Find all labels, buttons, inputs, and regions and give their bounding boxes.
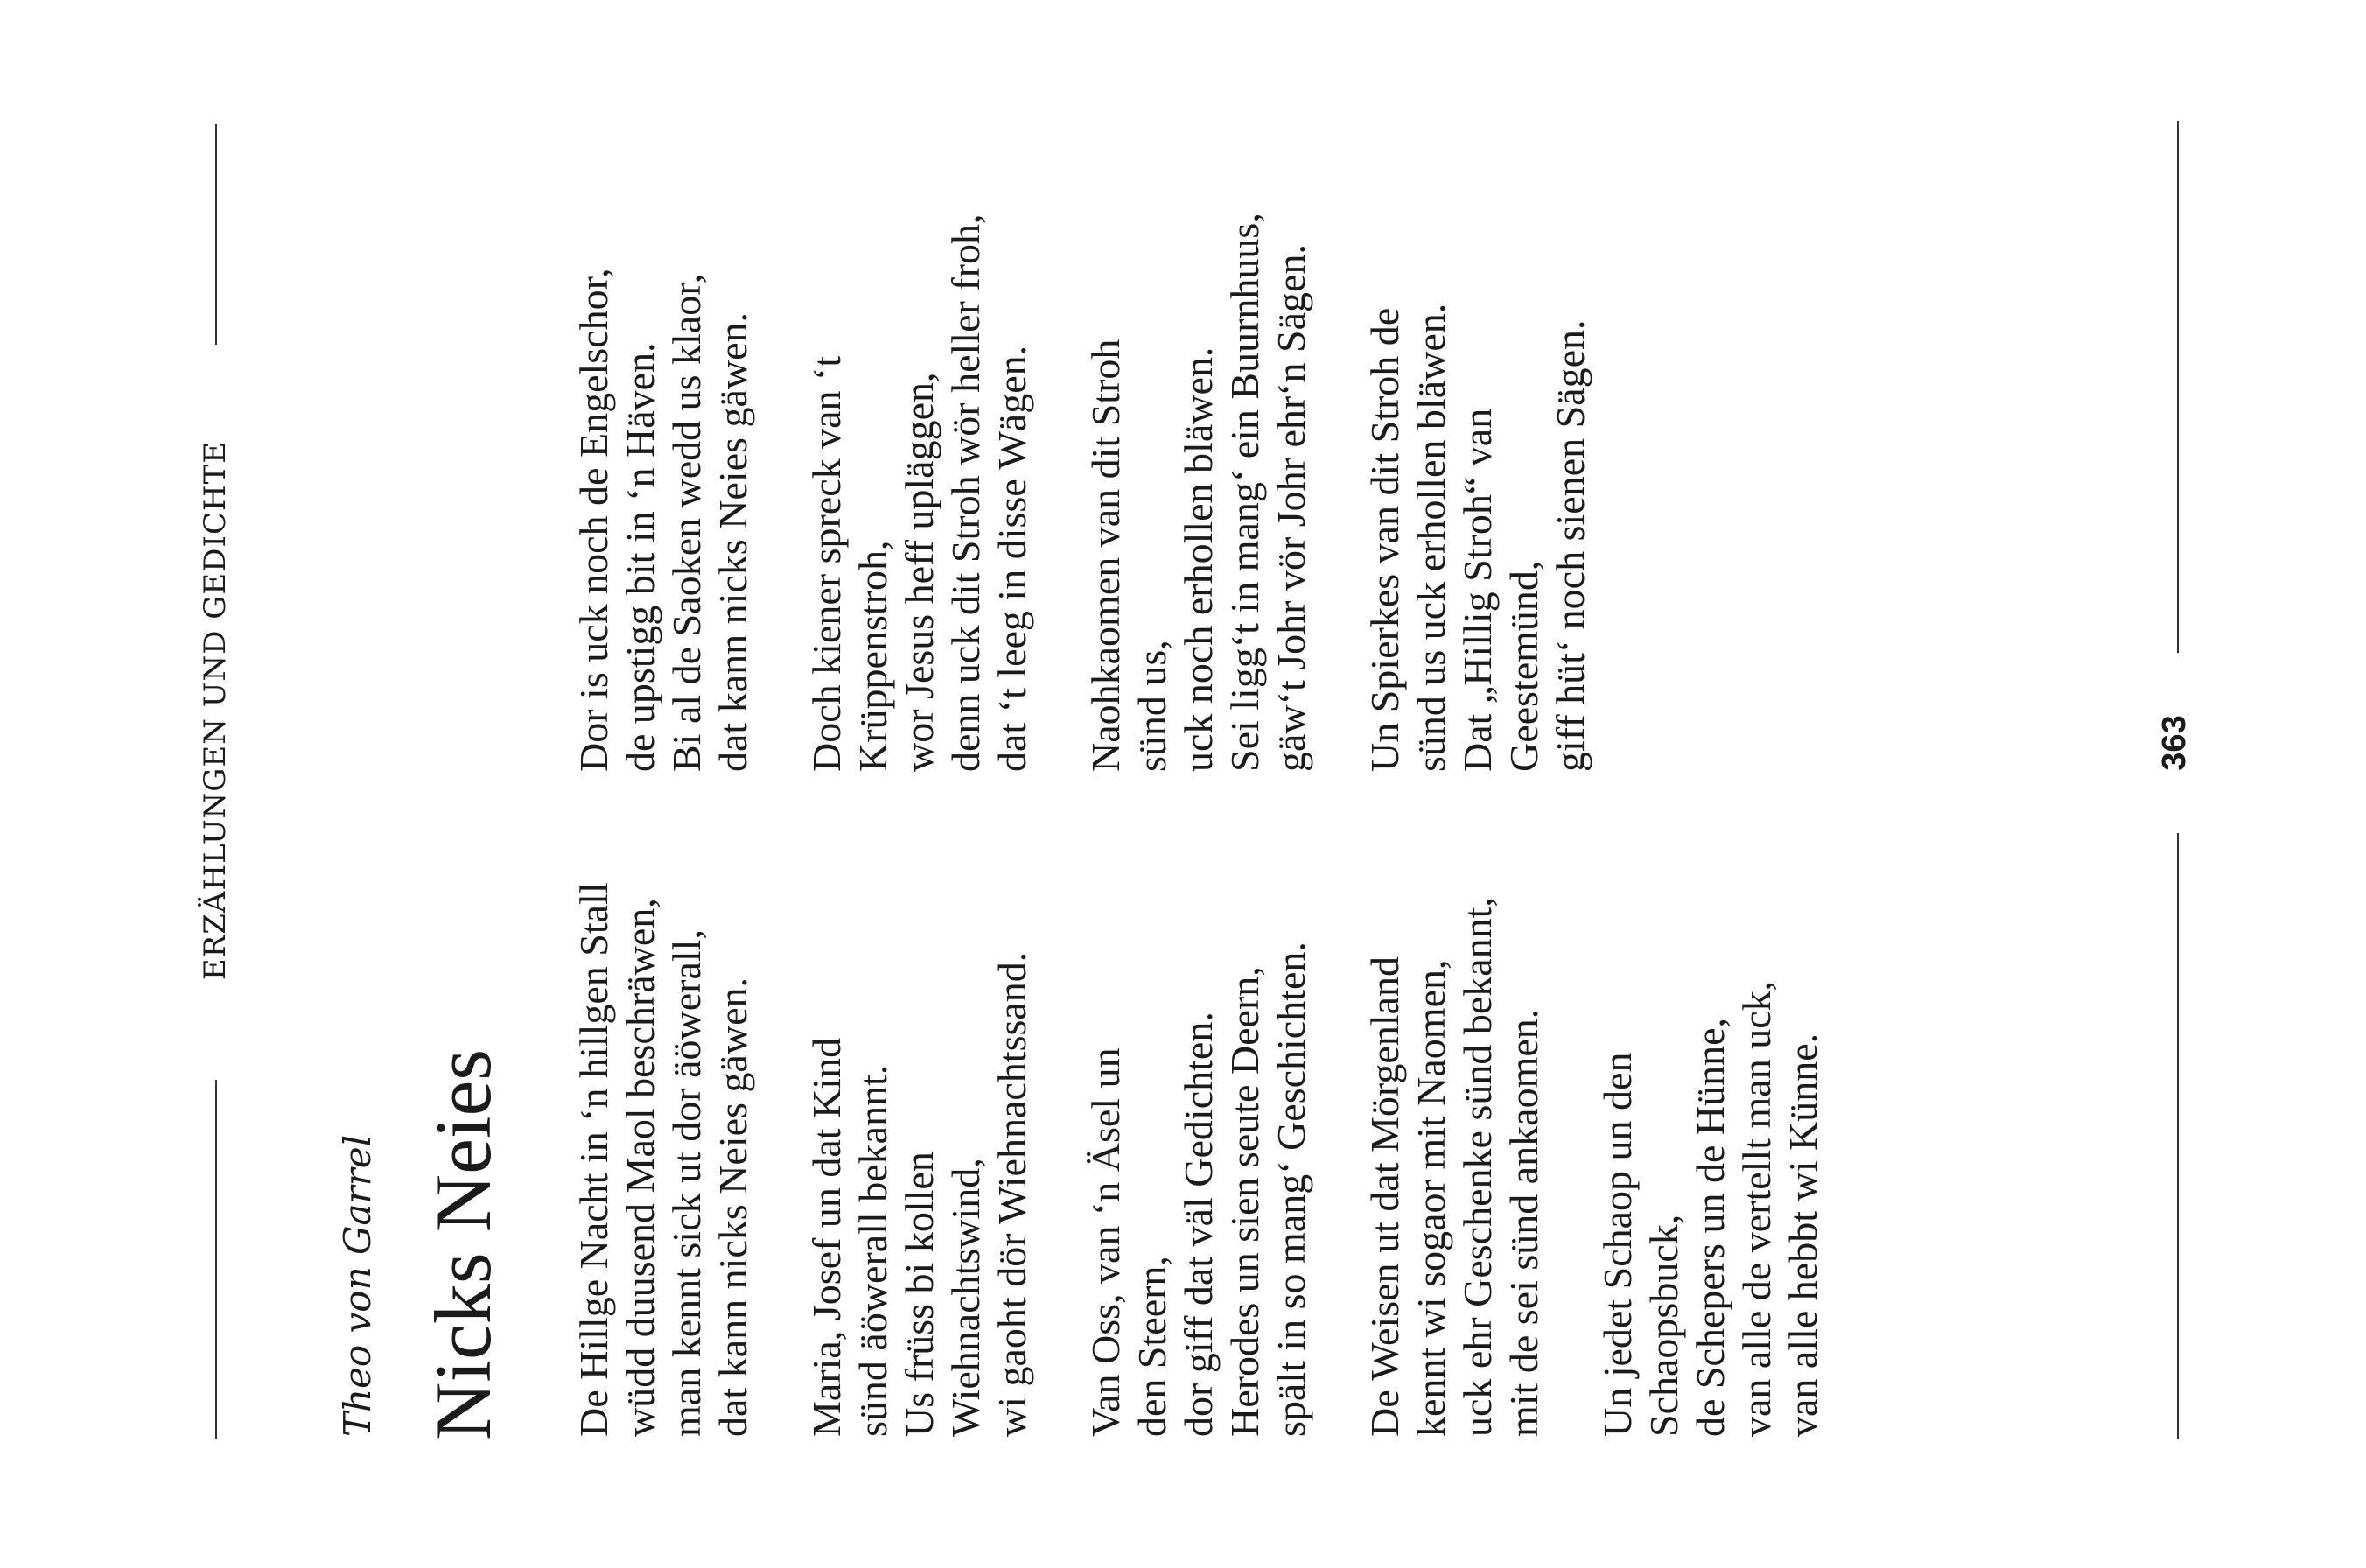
header-rule-left — [215, 1080, 217, 1438]
poem-line: Dat „Hillig Stroh“ van — [1455, 408, 1500, 772]
page-number: 363 — [2156, 715, 2193, 771]
poem-author: Theo von Garrel — [336, 1134, 379, 1437]
poem-column-left — [570, 868, 1873, 1437]
poem-line: Un jedet Schaop un den — [1595, 1052, 1640, 1437]
poem-line: Us früss bi kollen — [897, 1152, 942, 1437]
poem-line: Maria, Josef un dat Kind — [804, 1037, 849, 1437]
poem-line: De Hillge Nacht in ‘n hillgen Stall — [571, 882, 616, 1437]
poem-line: De Weisen ut dat Mörgenland — [1362, 956, 1407, 1437]
poem-line: Bi al de Saoken wedd us klaor, — [664, 273, 709, 772]
stanza-5 — [1594, 868, 1826, 1437]
header-rule-right — [215, 124, 217, 345]
poem-line: sünd us, — [1130, 640, 1174, 772]
poem-title: Nicks Neies — [418, 1048, 508, 1440]
poem-line: Dor is uck noch de Engelschor, — [571, 268, 616, 772]
stanza-6 — [570, 89, 756, 772]
poem-line: Krüppenstroh, — [850, 540, 895, 772]
poem-line: wi gaoht dör Wiehnachtssand. — [990, 951, 1034, 1437]
stanza-3 — [1082, 868, 1314, 1437]
footer-rule-left — [2177, 833, 2179, 1438]
poem-line: sünd us uck erhollen bläwen. — [1409, 303, 1453, 772]
poem-line: kennt wi sogaor mit Naomen, — [1409, 959, 1453, 1437]
poem-line: Geestemünd, — [1502, 560, 1546, 772]
poem-line: denn uck dit Stroh wör heller froh, — [943, 214, 988, 772]
poem-line: den Steern, — [1130, 1256, 1174, 1437]
poem-line: wüdd duusend Maol beschräwen, — [618, 898, 662, 1437]
poem-line: sünd äöwerall bekannt. — [850, 1064, 895, 1437]
poem-line: dor giff dat väl Gedichten. — [1176, 1012, 1221, 1437]
poem-line: Un Spierkes van dit Stroh de — [1362, 307, 1407, 772]
poem-line: dat kann nicks Neies gäwen. — [710, 312, 755, 772]
poem-line: Herodes un sien seute Deern, — [1222, 966, 1267, 1437]
poem-line: van alle hebbt wi Künne. — [1781, 1032, 1825, 1437]
poem-line: dat ‘t leeg in disse Wägen. — [990, 345, 1034, 772]
poem-line: wor Jesus heff upläggen, — [897, 372, 942, 772]
poem-line: uck ehr Geschenke sünd bekannt, — [1455, 897, 1500, 1437]
running-head: ERZÄHLUNGEN UND GEDICHTE — [198, 440, 233, 981]
poem-line: Sei ligg‘t in mang‘ ein Buurnhuus, — [1222, 213, 1267, 772]
poem-line: uck noch erhollen bläwen. — [1176, 346, 1221, 772]
poem-line: man kennt sick ut dor äöwerall, — [664, 929, 709, 1437]
poem-line: gäw‘t Johr vör Johr ehr‘n Sägen. — [1269, 244, 1313, 772]
poem-line: de upstigg bit in ‘n Häven. — [618, 342, 662, 772]
poem-line: Van Oss, van ‘n Äsel un — [1083, 1047, 1128, 1437]
stanza-8 — [1082, 89, 1314, 772]
poem-line: Doch kiener spreck van ‘t — [804, 355, 849, 772]
stanza-1 — [570, 868, 756, 1437]
poem-line: van alle de vertellt man uck, — [1734, 980, 1779, 1437]
poem-line: Wiehnachtswind, — [943, 1158, 988, 1437]
poem-column-right — [570, 89, 1641, 772]
stanza-4 — [1362, 868, 1547, 1437]
stanza-9 — [1362, 89, 1593, 772]
poem-line: Schaopsbuck, — [1642, 1214, 1686, 1437]
poem-line: mit de sei sünd ankaomen. — [1502, 1008, 1546, 1437]
poem-line: spält in so mang‘ Geschichten. — [1269, 942, 1313, 1437]
poem-line: dat kann nicks Neies gäwen. — [710, 976, 755, 1437]
poem-line: Naohkaomen van dit Stroh — [1083, 339, 1128, 772]
stanza-7 — [803, 89, 1035, 772]
footer-rule-right — [2177, 121, 2179, 653]
poem-line: giff hüt‘ noch sienen Sägen. — [1548, 319, 1592, 772]
poem-line: de Schepers un de Hünne, — [1688, 1017, 1732, 1437]
stanza-2 — [803, 868, 1035, 1437]
